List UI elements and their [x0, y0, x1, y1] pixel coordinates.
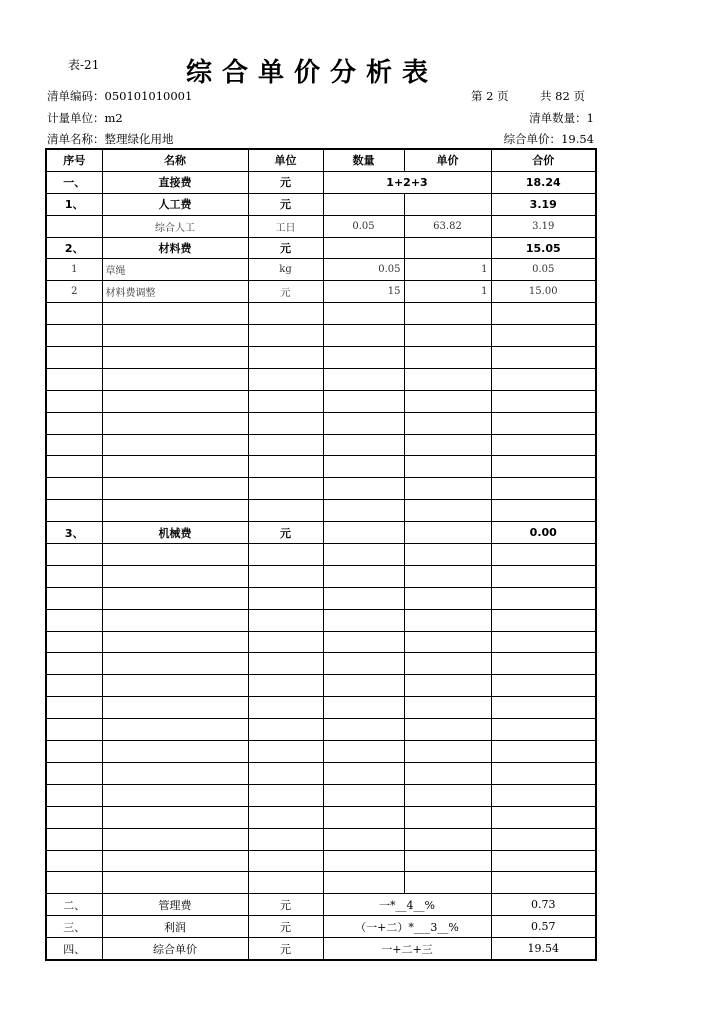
empty-cell	[46, 784, 102, 806]
cell-seq: 二、	[46, 894, 102, 916]
empty-cell	[323, 565, 404, 587]
empty-row	[46, 434, 596, 456]
empty-cell	[248, 390, 323, 412]
cell-quantity	[323, 193, 404, 215]
header-quantity: 数量	[323, 149, 404, 171]
cell-unit-price: 63.82	[404, 215, 491, 237]
page-title: 综合单价分析表	[186, 58, 439, 88]
cell-total: 3.19	[491, 215, 596, 237]
bill-name-value: 整理绿化用地	[104, 132, 174, 146]
empty-cell	[491, 741, 596, 763]
empty-cell	[248, 325, 323, 347]
empty-cell	[248, 544, 323, 566]
measure-unit-label: 计量单位：	[47, 111, 105, 125]
cell-unit: 元	[248, 171, 323, 193]
cell-quantity: 一*__4__%	[323, 894, 491, 916]
empty-row	[46, 303, 596, 325]
empty-cell	[46, 303, 102, 325]
empty-cell	[46, 872, 102, 894]
empty-cell	[323, 390, 404, 412]
cell-name: 材料费	[102, 237, 248, 259]
empty-cell	[323, 347, 404, 369]
empty-row	[46, 631, 596, 653]
empty-cell	[491, 325, 596, 347]
empty-cell	[491, 850, 596, 872]
empty-cell	[323, 762, 404, 784]
empty-cell	[46, 806, 102, 828]
empty-cell	[248, 872, 323, 894]
empty-cell	[491, 762, 596, 784]
empty-cell	[404, 697, 491, 719]
empty-cell	[323, 609, 404, 631]
empty-cell	[404, 412, 491, 434]
empty-cell	[248, 478, 323, 500]
cell-unit: 元	[248, 193, 323, 215]
header-unit-price: 单价	[404, 149, 491, 171]
cell-name: 综合单价	[102, 938, 248, 960]
empty-cell	[102, 303, 248, 325]
empty-cell	[404, 303, 491, 325]
empty-cell	[248, 303, 323, 325]
cell-seq: 三、	[46, 916, 102, 938]
empty-cell	[323, 456, 404, 478]
table-row	[46, 894, 596, 916]
unit-price-value: 19.54	[561, 132, 594, 146]
empty-cell	[491, 565, 596, 587]
empty-cell	[102, 478, 248, 500]
measure-unit-value: m2	[104, 111, 123, 125]
empty-cell	[248, 456, 323, 478]
empty-cell	[102, 368, 248, 390]
empty-row	[46, 587, 596, 609]
empty-cell	[248, 631, 323, 653]
empty-row	[46, 347, 596, 369]
bill-name	[47, 131, 174, 147]
empty-cell	[323, 872, 404, 894]
bill-quantity-label: 清单数量：	[529, 111, 587, 125]
table-row	[46, 171, 596, 193]
empty-cell	[491, 347, 596, 369]
empty-row	[46, 565, 596, 587]
empty-cell	[46, 828, 102, 850]
unit-price-label: 综合单价：	[503, 132, 562, 146]
cell-unit-price	[404, 522, 491, 544]
cell-seq: 1	[46, 259, 102, 281]
empty-cell	[404, 675, 491, 697]
empty-row	[46, 325, 596, 347]
cell-quantity: 一+二+三	[323, 938, 491, 960]
empty-cell	[248, 675, 323, 697]
cell-unit: 元	[248, 894, 323, 916]
empty-cell	[248, 500, 323, 522]
empty-row	[46, 828, 596, 850]
empty-cell	[404, 762, 491, 784]
empty-cell	[248, 806, 323, 828]
cell-seq: 2	[46, 281, 102, 303]
empty-cell	[46, 850, 102, 872]
empty-cell	[248, 434, 323, 456]
cell-name: 机械费	[102, 522, 248, 544]
empty-cell	[404, 368, 491, 390]
empty-cell	[491, 719, 596, 741]
cell-unit-price	[404, 193, 491, 215]
empty-cell	[46, 325, 102, 347]
empty-cell	[102, 675, 248, 697]
empty-cell	[404, 347, 491, 369]
empty-cell	[404, 434, 491, 456]
cell-unit: 元	[248, 237, 323, 259]
cell-quantity: 15	[323, 281, 404, 303]
empty-cell	[102, 828, 248, 850]
empty-cell	[46, 609, 102, 631]
empty-cell	[491, 587, 596, 609]
empty-cell	[404, 565, 491, 587]
empty-cell	[46, 762, 102, 784]
empty-cell	[102, 609, 248, 631]
empty-cell	[102, 544, 248, 566]
cell-quantity: 0.05	[323, 259, 404, 281]
cell-total: 19.54	[491, 938, 596, 960]
header-total: 合价	[491, 149, 596, 171]
empty-cell	[404, 719, 491, 741]
empty-cell	[46, 434, 102, 456]
table-row	[46, 916, 596, 938]
cell-quantity: （一+二）*___3__%	[323, 916, 491, 938]
empty-cell	[323, 500, 404, 522]
cell-name: 直接费	[102, 171, 248, 193]
empty-cell	[102, 872, 248, 894]
empty-row	[46, 872, 596, 894]
empty-cell	[404, 609, 491, 631]
empty-row	[46, 500, 596, 522]
empty-cell	[491, 828, 596, 850]
empty-cell	[491, 609, 596, 631]
empty-cell	[248, 565, 323, 587]
empty-cell	[323, 741, 404, 763]
empty-cell	[248, 368, 323, 390]
empty-cell	[102, 784, 248, 806]
empty-cell	[491, 500, 596, 522]
cell-quantity	[323, 237, 404, 259]
empty-cell	[404, 456, 491, 478]
empty-row	[46, 784, 596, 806]
empty-cell	[404, 390, 491, 412]
empty-cell	[491, 872, 596, 894]
empty-cell	[323, 806, 404, 828]
empty-cell	[323, 653, 404, 675]
empty-cell	[323, 544, 404, 566]
empty-cell	[248, 719, 323, 741]
empty-cell	[404, 500, 491, 522]
empty-cell	[404, 806, 491, 828]
cell-quantity: 1+2+3	[323, 171, 491, 193]
cell-unit: kg	[248, 259, 323, 281]
empty-cell	[404, 741, 491, 763]
cell-name: 综合人工	[102, 215, 248, 237]
empty-row	[46, 390, 596, 412]
empty-cell	[404, 325, 491, 347]
empty-row	[46, 544, 596, 566]
cell-quantity	[323, 522, 404, 544]
empty-cell	[102, 719, 248, 741]
empty-cell	[102, 587, 248, 609]
table-row	[46, 938, 596, 960]
empty-cell	[323, 828, 404, 850]
total-pages: 共 82 页	[540, 89, 585, 103]
cell-unit: 工日	[248, 215, 323, 237]
empty-cell	[491, 390, 596, 412]
empty-row	[46, 806, 596, 828]
bill-quantity-value: 1	[586, 111, 594, 125]
bill-name-label: 清单名称：	[47, 132, 105, 146]
empty-row	[46, 719, 596, 741]
cell-seq: 一、	[46, 171, 102, 193]
empty-cell	[323, 303, 404, 325]
unit-price	[504, 131, 594, 147]
cell-seq	[46, 215, 102, 237]
empty-row	[46, 762, 596, 784]
cell-unit-price: 1	[404, 259, 491, 281]
empty-cell	[102, 412, 248, 434]
empty-cell	[248, 412, 323, 434]
empty-row	[46, 653, 596, 675]
empty-row	[46, 478, 596, 500]
empty-cell	[323, 368, 404, 390]
cell-total: 0.57	[491, 916, 596, 938]
empty-cell	[102, 806, 248, 828]
cell-name: 材料费调整	[102, 281, 248, 303]
empty-cell	[102, 653, 248, 675]
empty-cell	[248, 587, 323, 609]
empty-cell	[46, 456, 102, 478]
empty-cell	[46, 631, 102, 653]
empty-cell	[491, 478, 596, 500]
cell-total: 18.24	[491, 171, 596, 193]
empty-cell	[404, 544, 491, 566]
empty-cell	[404, 784, 491, 806]
cell-name: 人工费	[102, 193, 248, 215]
bill-quantity	[529, 110, 594, 126]
empty-cell	[404, 631, 491, 653]
empty-cell	[248, 850, 323, 872]
empty-row	[46, 697, 596, 719]
empty-cell	[248, 609, 323, 631]
empty-cell	[46, 478, 102, 500]
empty-cell	[404, 587, 491, 609]
empty-cell	[491, 412, 596, 434]
empty-cell	[46, 368, 102, 390]
empty-cell	[248, 347, 323, 369]
empty-cell	[323, 719, 404, 741]
empty-cell	[102, 850, 248, 872]
empty-cell	[404, 872, 491, 894]
empty-cell	[491, 631, 596, 653]
empty-cell	[491, 434, 596, 456]
cell-total: 0.05	[491, 259, 596, 281]
empty-cell	[404, 653, 491, 675]
empty-cell	[323, 587, 404, 609]
empty-cell	[46, 719, 102, 741]
empty-cell	[46, 412, 102, 434]
empty-cell	[248, 784, 323, 806]
cell-total: 0.00	[491, 522, 596, 544]
cell-seq: 3、	[46, 522, 102, 544]
table-row	[46, 237, 596, 259]
empty-cell	[491, 675, 596, 697]
table-row	[46, 193, 596, 215]
empty-cell	[491, 456, 596, 478]
measure-unit	[47, 110, 123, 126]
table-row	[46, 215, 596, 237]
empty-cell	[102, 456, 248, 478]
cell-unit: 元	[248, 522, 323, 544]
empty-cell	[46, 697, 102, 719]
cell-name: 草绳	[102, 259, 248, 281]
empty-cell	[248, 741, 323, 763]
empty-cell	[323, 412, 404, 434]
header-unit: 单位	[248, 149, 323, 171]
empty-cell	[323, 631, 404, 653]
header-seq: 序号	[46, 149, 102, 171]
empty-cell	[102, 325, 248, 347]
cell-seq: 1、	[46, 193, 102, 215]
cell-unit: 元	[248, 916, 323, 938]
empty-cell	[102, 390, 248, 412]
cell-unit-price: 1	[404, 281, 491, 303]
empty-cell	[323, 697, 404, 719]
cell-seq: 四、	[46, 938, 102, 960]
bill-code	[47, 88, 192, 104]
empty-cell	[46, 565, 102, 587]
empty-cell	[491, 697, 596, 719]
cell-total: 0.73	[491, 894, 596, 916]
empty-cell	[491, 806, 596, 828]
empty-row	[46, 741, 596, 763]
empty-cell	[323, 675, 404, 697]
empty-cell	[323, 784, 404, 806]
empty-cell	[102, 741, 248, 763]
empty-cell	[491, 784, 596, 806]
empty-cell	[102, 697, 248, 719]
empty-cell	[491, 544, 596, 566]
empty-cell	[323, 478, 404, 500]
table-header	[46, 149, 596, 171]
empty-row	[46, 850, 596, 872]
cell-total: 15.05	[491, 237, 596, 259]
empty-cell	[46, 500, 102, 522]
empty-cell	[404, 828, 491, 850]
table-row	[46, 259, 596, 281]
cell-total: 15.00	[491, 281, 596, 303]
empty-cell	[46, 390, 102, 412]
empty-cell	[102, 565, 248, 587]
empty-row	[46, 675, 596, 697]
page-number: 第 2 页	[471, 89, 509, 103]
empty-row	[46, 368, 596, 390]
empty-cell	[46, 653, 102, 675]
empty-cell	[248, 697, 323, 719]
empty-cell	[46, 544, 102, 566]
cell-seq: 2、	[46, 237, 102, 259]
table-row	[46, 522, 596, 544]
empty-cell	[323, 850, 404, 872]
bill-code-label: 清单编码：	[47, 89, 105, 103]
analysis-table	[45, 148, 597, 961]
empty-cell	[248, 762, 323, 784]
empty-cell	[102, 500, 248, 522]
table-number: 表-21	[68, 58, 100, 72]
empty-cell	[323, 325, 404, 347]
header-name: 名称	[102, 149, 248, 171]
empty-cell	[102, 631, 248, 653]
cell-total: 3.19	[491, 193, 596, 215]
cell-name: 管理费	[102, 894, 248, 916]
empty-cell	[404, 850, 491, 872]
cell-unit-price	[404, 237, 491, 259]
empty-cell	[46, 675, 102, 697]
empty-cell	[102, 762, 248, 784]
empty-cell	[491, 368, 596, 390]
table-row	[46, 281, 596, 303]
empty-cell	[248, 828, 323, 850]
cell-name: 利润	[102, 916, 248, 938]
empty-cell	[323, 434, 404, 456]
empty-cell	[491, 303, 596, 325]
empty-cell	[404, 478, 491, 500]
empty-cell	[102, 434, 248, 456]
cell-quantity: 0.05	[323, 215, 404, 237]
empty-cell	[46, 741, 102, 763]
empty-cell	[248, 653, 323, 675]
cell-unit: 元	[248, 281, 323, 303]
cell-unit: 元	[248, 938, 323, 960]
empty-cell	[46, 587, 102, 609]
empty-row	[46, 609, 596, 631]
empty-cell	[491, 653, 596, 675]
empty-cell	[46, 347, 102, 369]
empty-row	[46, 456, 596, 478]
empty-cell	[102, 347, 248, 369]
bill-code-value: 050101010001	[104, 89, 193, 103]
empty-row	[46, 412, 596, 434]
